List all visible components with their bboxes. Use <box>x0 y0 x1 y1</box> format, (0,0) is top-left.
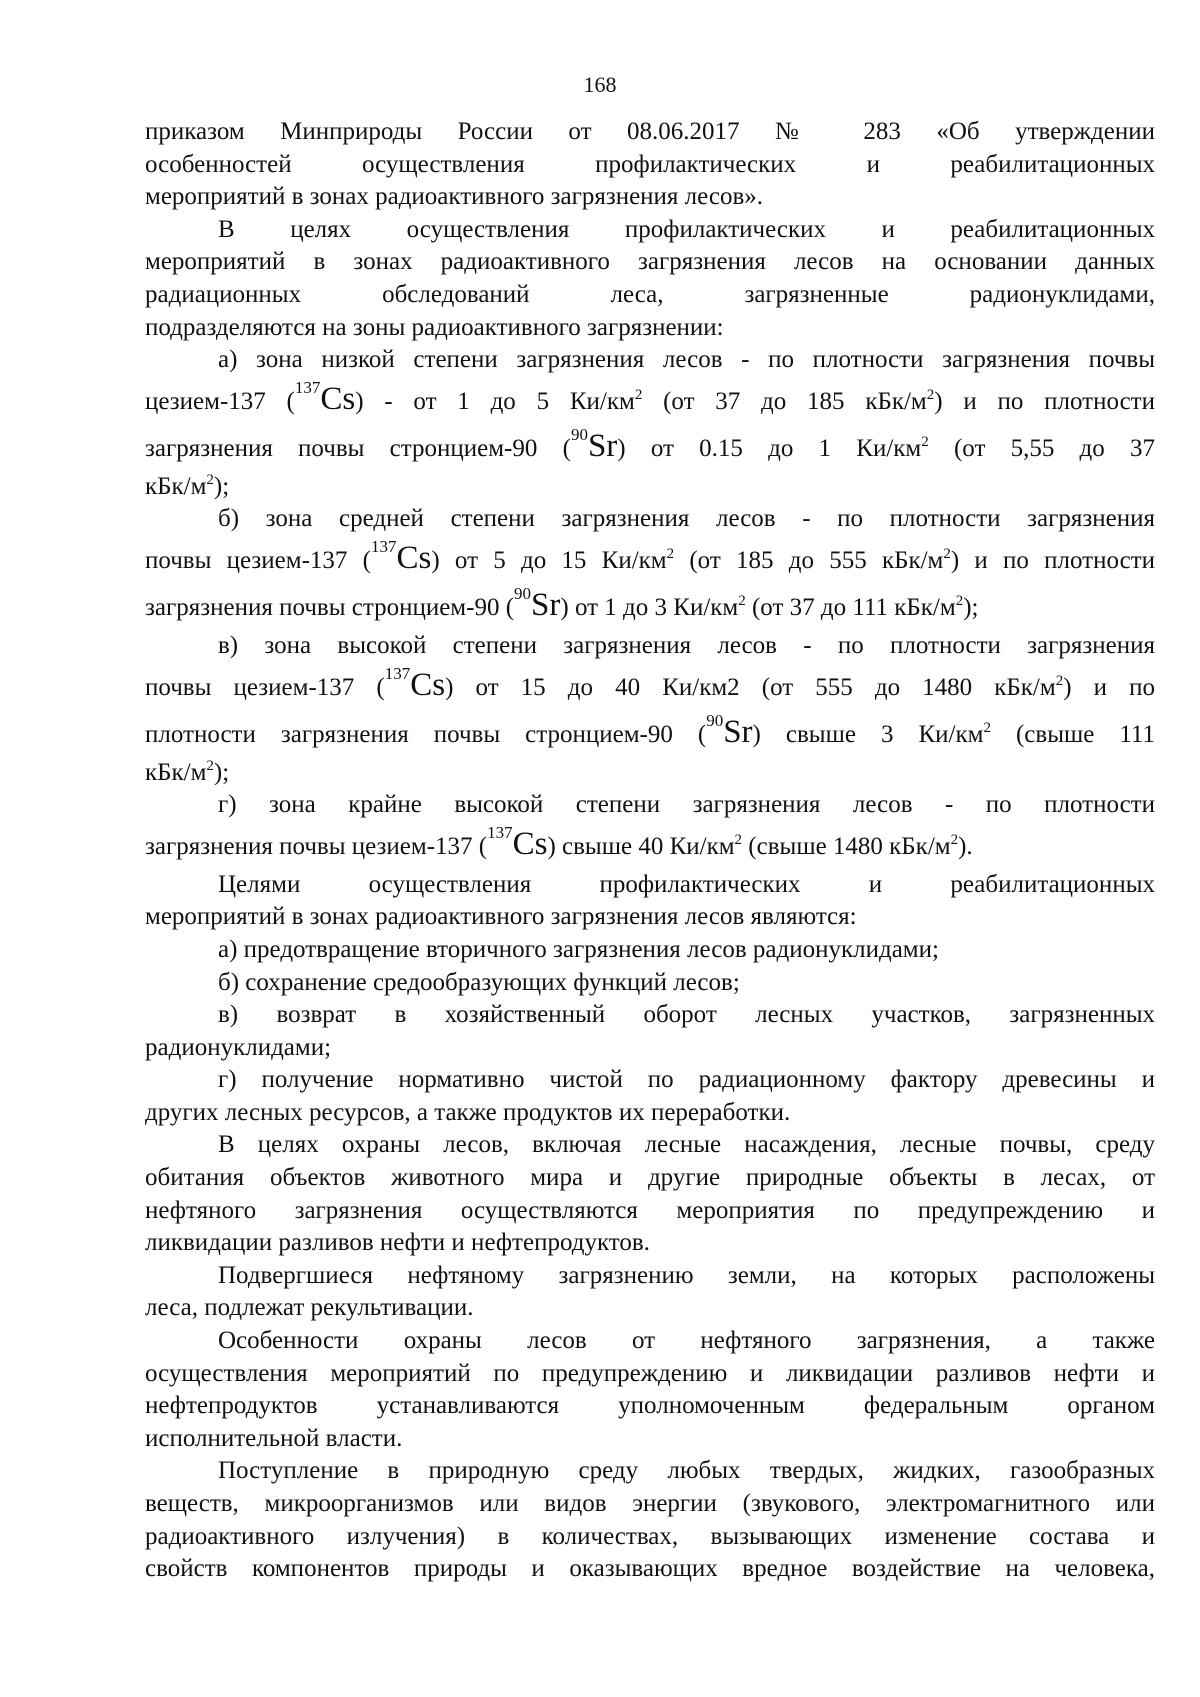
text-fragment: ) и по <box>1063 673 1155 701</box>
text-line: осуществления мероприятий по предупреждению и ликвидации разливов нефти и <box>145 1359 1155 1387</box>
unit-power: 2 <box>955 592 964 609</box>
text-fragment: кБк/м <box>145 758 207 786</box>
text-line: леса, подлежат рекультивации. <box>145 1294 474 1322</box>
unit-power: 2 <box>634 386 643 403</box>
zone-g-line <box>145 822 1155 869</box>
text-fragment: ). <box>958 832 973 860</box>
text-line: ликвидации разливов нефти и нефтепродуктов. <box>145 1229 650 1257</box>
page-number: 168 <box>583 72 617 97</box>
text-fragment: ) от 15 до 40 Ки/км2 (от 555 до 1480 кБк/м <box>445 673 1056 701</box>
unit-power: 2 <box>666 545 675 562</box>
cs-symbol: Cs <box>512 825 548 862</box>
cs-mass-number: 137 <box>294 377 321 397</box>
text-line: приказом Минприроды России от 08.06.2017 № 283 «Об утверждении <box>145 118 1155 145</box>
text-fragment: почвы цезием-137 ( <box>145 673 385 701</box>
goal-item-b: б) сохранение средообразующих функций лесов; <box>218 968 740 996</box>
text-line: Подвергшиеся нефтяному загрязнению земли, на которых расположены <box>218 1261 1155 1289</box>
text-line: В целях охраны лесов, включая лесные насаждения, лесные почвы, среду <box>218 1131 1155 1159</box>
text-fragment: (свыше 1480 кБк/м <box>742 832 951 860</box>
goal-item-g: г) получение нормативно чистой по радиационному фактору древесины и <box>218 1066 1155 1094</box>
zone-g-line: г) зона крайне высокой степени загрязнения лесов - по плотности <box>218 791 1155 819</box>
goal-item-g: других лесных ресурсов, а также продуктов их переработки. <box>145 1098 791 1126</box>
unit-power: 2 <box>921 433 929 450</box>
text-fragment: кБк/м <box>145 472 207 500</box>
text-line: особенностей осуществления профилактических и реабилитационных <box>145 150 1155 178</box>
text-line: Целями осуществления профилактических и реабилитационных <box>218 870 1155 898</box>
zone-b-line: б) зона средней степени загрязнения лесов - по плотности загрязнения <box>218 505 1155 533</box>
text-fragment: плотности загрязнения почвы стронцием-90 ( <box>145 720 707 748</box>
zone-v-line <box>145 757 1155 790</box>
text-line: В целях осуществления профилактических и реабилитационных <box>218 215 1155 243</box>
sr-symbol: Sr <box>587 427 618 464</box>
text-fragment: ); <box>213 758 230 786</box>
zone-v-line <box>145 663 1155 710</box>
text-fragment: ) - от 1 до 5 Ки/км <box>355 387 635 415</box>
text-line: нефтяного загрязнения осуществляются мероприятия по предупреждению и <box>145 1196 1155 1224</box>
text-fragment: загрязнения почвы стронцием-90 ( <box>145 593 515 621</box>
text-line: радиационных обследований леса, загрязненные радионуклидами, <box>145 280 1155 308</box>
sr-mass-number: 90 <box>570 424 588 444</box>
goal-item-v: в) возврат в хозяйственный оборот лесных участков, загрязненных <box>218 1001 1155 1029</box>
text-line: нефтепродуктов устанавливаются уполномоченным федеральным органом <box>145 1392 1155 1420</box>
text-fragment: (от 185 до 555 кБк/м <box>674 546 944 574</box>
text-fragment: (от 37 до 111 кБк/м <box>745 593 956 621</box>
text-fragment: (свыше 111 <box>990 720 1156 748</box>
text-line: веществ, микроорганизмов или видов энергии (звукового, электромагнитного или <box>145 1490 1155 1517</box>
text-fragment: ) и по плотности <box>950 546 1155 574</box>
text-fragment: ) свыше 40 Ки/км <box>547 832 735 860</box>
text-line: мероприятий в зонах радиоактивного загрязнения лесов являются: <box>145 903 857 931</box>
text-fragment: ) от 5 до 15 Ки/км <box>431 546 667 574</box>
document-body <box>145 116 1155 1586</box>
text-fragment: (от 37 до 185 кБк/м <box>642 387 927 415</box>
unit-power: 2 <box>738 592 746 609</box>
text-fragment: ) от 0.15 до 1 Ки/км <box>617 434 922 462</box>
text-line: обитания объектов животного мира и другие природные объекты в лесах, от <box>145 1164 1155 1192</box>
text-fragment: почвы цезием-137 ( <box>145 546 371 574</box>
cs-mass-number: 137 <box>370 536 397 556</box>
cs-symbol: Cs <box>396 539 432 576</box>
text-fragment: ); <box>963 593 979 621</box>
text-line: Поступление в природную среду любых твердых, жидких, газообразных <box>218 1457 1155 1485</box>
zone-v-line <box>145 710 1155 757</box>
unit-power: 2 <box>734 831 743 848</box>
unit-power: 2 <box>983 719 991 736</box>
unit-power: 2 <box>206 471 214 488</box>
sr-mass-number: 90 <box>514 583 532 603</box>
zone-v-line: в) зона высокой степени загрязнения лесов - по плотности загрязнения <box>218 631 1155 659</box>
cs-symbol: Cs <box>410 666 446 703</box>
text-line: свойств компонентов природы и оказывающих вредное воздействие на человека, <box>145 1555 1155 1583</box>
cs-symbol: Cs <box>320 380 356 417</box>
text-line: Особенности охраны лесов от нефтяного загрязнения, а также <box>218 1327 1155 1355</box>
text-line: исполнительной власти. <box>145 1424 403 1452</box>
text-line: подразделяются на зоны радиоактивного загрязнении: <box>145 313 724 341</box>
text-fragment: цезием-137 ( <box>145 387 295 415</box>
text-fragment: ) от 1 до 3 Ки/км <box>560 593 739 621</box>
sr-symbol: Sr <box>723 713 753 750</box>
zone-a-line <box>145 471 1155 504</box>
text-fragment: ) свыше 3 Ки/км <box>752 720 984 748</box>
unit-power: 2 <box>943 545 951 562</box>
cs-mass-number: 137 <box>384 663 411 683</box>
goal-item-v: радионуклидами; <box>145 1033 332 1061</box>
sr-mass-number: 90 <box>706 710 724 730</box>
text-fragment: загрязнения почвы стронцием-90 ( <box>145 434 571 462</box>
unit-power: 2 <box>206 757 214 774</box>
unit-power: 2 <box>950 831 959 848</box>
text-fragment: загрязнения почвы цезием-137 ( <box>145 832 488 860</box>
zone-b-line <box>145 583 1155 630</box>
text-fragment: ); <box>213 472 230 500</box>
text-line: радиоактивного излучения) в количествах, вызывающих изменение состава и <box>145 1522 1155 1550</box>
text-line: мероприятий в зонах радиоактивного загрязнения лесов на основании данных <box>145 248 1155 276</box>
unit-power: 2 <box>926 386 935 403</box>
zone-a-line <box>145 424 1155 471</box>
unit-power: 2 <box>1055 672 1064 689</box>
goal-item-a: а) предотвращение вторичного загрязнения лесов радионуклидами; <box>218 935 939 963</box>
zone-a-line <box>145 377 1155 424</box>
zone-b-line <box>145 536 1155 583</box>
zone-a-line: а) зона низкой степени загрязнения лесов - по плотности загрязнения почвы <box>218 346 1155 374</box>
text-fragment: ) и по плотности <box>934 387 1155 415</box>
text-line: мероприятий в зонах радиоактивного загрязнения лесов». <box>145 183 764 211</box>
sr-symbol: Sr <box>531 586 561 623</box>
cs-mass-number: 137 <box>487 822 513 842</box>
text-fragment: (от 5,55 до 37 <box>928 434 1155 462</box>
